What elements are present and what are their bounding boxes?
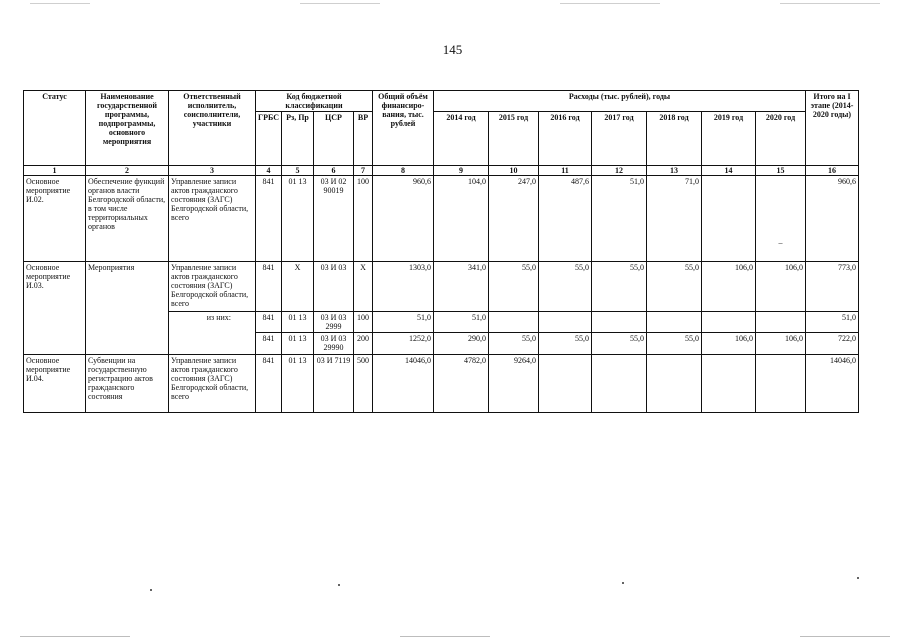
budget-table — [23, 90, 859, 413]
row-rz-pr: 01 13 — [282, 312, 314, 333]
row-status: Основное мероприятие И.03. — [24, 262, 86, 355]
header-name: Наименование государственной программы, подпрограммы, основного мероприятия — [86, 91, 169, 166]
row-total: 51,0 — [373, 312, 434, 333]
row-stage-total: 722,0 — [806, 333, 859, 355]
row-year-value — [702, 176, 756, 262]
row-mark: – — [756, 176, 806, 262]
row-stage-total: 51,0 — [806, 312, 859, 333]
row-subitem-spacer — [169, 333, 256, 355]
row-rz-pr: 01 13 — [282, 355, 314, 413]
header-status: Статус — [24, 91, 86, 166]
header-csr: ЦСР — [314, 112, 354, 166]
header-budget-code: Код бюджетной классификации — [256, 91, 373, 112]
row-year-value: 51,0 — [592, 176, 647, 262]
header-expenses: Расходы (тыс. рублей), годы — [434, 91, 806, 112]
row-year-value — [592, 355, 647, 413]
row-csr: 03 И 7119 — [314, 355, 354, 413]
column-number: 15 — [756, 166, 806, 176]
row-year-value: 487,6 — [539, 176, 592, 262]
header-grbs: ГРБС — [256, 112, 282, 166]
row-name: Обеспечение функций органов власти Белгородской области, в том числе территориальных органов — [86, 176, 169, 262]
header-year: 2018 год — [647, 112, 702, 166]
row-csr: 03 И 03 29990 — [314, 333, 354, 355]
scan-speck — [857, 577, 859, 579]
row-subitem-label: из них: — [169, 312, 256, 333]
row-total: 1303,0 — [373, 262, 434, 312]
row-year-value: 55,0 — [539, 262, 592, 312]
row-year-value: 55,0 — [489, 262, 539, 312]
row-year-value — [702, 355, 756, 413]
row-year-value: 4782,0 — [434, 355, 489, 413]
column-number: 10 — [489, 166, 539, 176]
header-vr: ВР — [354, 112, 373, 166]
scan-edge-line — [30, 3, 90, 4]
row-vr: 500 — [354, 355, 373, 413]
row-responsible: Управление записи актов гражданского состояния (ЗАГС) Белгородской области, всего — [169, 262, 256, 312]
column-number: 13 — [647, 166, 702, 176]
row-year-value: 55,0 — [592, 262, 647, 312]
row-year-value: 247,0 — [489, 176, 539, 262]
column-number: 4 — [256, 166, 282, 176]
row-vr: 100 — [354, 176, 373, 262]
header-year: 2019 год — [702, 112, 756, 166]
row-year-value — [702, 312, 756, 333]
page-number: 145 — [442, 42, 463, 57]
row-year-value: 55,0 — [539, 333, 592, 355]
header-row — [24, 91, 859, 112]
scan-speck — [150, 589, 152, 591]
row-total: 1252,0 — [373, 333, 434, 355]
row-year-value: 106,0 — [702, 262, 756, 312]
header-year: 2015 год — [489, 112, 539, 166]
column-number: 11 — [539, 166, 592, 176]
row-stage-total: 14046,0 — [806, 355, 859, 413]
column-number: 6 — [314, 166, 354, 176]
header-responsible: Ответственный исполнитель, соисполнители, участники — [169, 91, 256, 166]
row-year-value: 106,0 — [756, 262, 806, 312]
row-name: Мероприятия — [86, 262, 169, 355]
header-year: 2014 год — [434, 112, 489, 166]
row-year-value: 51,0 — [434, 312, 489, 333]
scan-edge-line — [300, 3, 380, 4]
row-responsible: Управление записи актов гражданского состояния (ЗАГС) Белгородской области, всего — [169, 355, 256, 413]
table-row — [24, 262, 859, 312]
column-number: 16 — [806, 166, 859, 176]
row-grbs: 841 — [256, 262, 282, 312]
row-year-value: 55,0 — [592, 333, 647, 355]
column-number-row — [24, 166, 859, 176]
row-year-value — [539, 355, 592, 413]
row-year-value: 55,0 — [647, 333, 702, 355]
scan-edge-line — [400, 636, 490, 637]
row-year-value: 71,0 — [647, 176, 702, 262]
scan-speck — [338, 584, 340, 586]
column-number: 5 — [282, 166, 314, 176]
row-total: 14046,0 — [373, 355, 434, 413]
scan-edge-line — [20, 636, 130, 637]
row-name: Субвенции на государственную регистрацию актов гражданского состояния — [86, 355, 169, 413]
row-rz-pr: Х — [282, 262, 314, 312]
row-year-value: 104,0 — [434, 176, 489, 262]
row-year-value — [647, 355, 702, 413]
row-vr: 100 — [354, 312, 373, 333]
table-row — [24, 355, 859, 413]
row-csr: 03 И 03 2999 — [314, 312, 354, 333]
table-row — [24, 176, 859, 262]
row-grbs: 841 — [256, 333, 282, 355]
row-stage-total: 960,6 — [806, 176, 859, 262]
column-number: 14 — [702, 166, 756, 176]
row-year-value: 106,0 — [756, 333, 806, 355]
scan-edge-line — [780, 3, 880, 4]
column-number: 12 — [592, 166, 647, 176]
column-number: 9 — [434, 166, 489, 176]
scan-edge-line — [560, 3, 660, 4]
row-status: Основное мероприятие И.02. — [24, 176, 86, 262]
column-number: 3 — [169, 166, 256, 176]
header-rz-pr: Рз, Пр — [282, 112, 314, 166]
row-year-value — [647, 312, 702, 333]
row-rz-pr: 01 13 — [282, 176, 314, 262]
row-grbs: 841 — [256, 312, 282, 333]
row-total: 960,6 — [373, 176, 434, 262]
row-vr: 200 — [354, 333, 373, 355]
row-year-value — [592, 312, 647, 333]
row-csr: 03 И 03 — [314, 262, 354, 312]
header-stage-total: Итого на I этапе (2014-2020 годы) — [806, 91, 859, 166]
row-rz-pr: 01 13 — [282, 333, 314, 355]
row-csr: 03 И 02 90019 — [314, 176, 354, 262]
row-year-value — [489, 312, 539, 333]
row-year-value — [539, 312, 592, 333]
row-stage-total: 773,0 — [806, 262, 859, 312]
column-number: 2 — [86, 166, 169, 176]
row-year-value: 106,0 — [702, 333, 756, 355]
column-number: 1 — [24, 166, 86, 176]
row-grbs: 841 — [256, 176, 282, 262]
row-year-value: 290,0 — [434, 333, 489, 355]
row-year-value: 55,0 — [647, 262, 702, 312]
scan-speck — [622, 582, 624, 584]
scan-edge-line — [800, 636, 890, 637]
row-responsible: Управление записи актов гражданского состояния (ЗАГС) Белгородской области, всего — [169, 176, 256, 262]
row-status: Основное мероприятие И.04. — [24, 355, 86, 413]
row-year-value — [756, 312, 806, 333]
header-year: 2017 год — [592, 112, 647, 166]
column-number: 8 — [373, 166, 434, 176]
row-year-value: 9264,0 — [489, 355, 539, 413]
row-vr: Х — [354, 262, 373, 312]
row-year-value: 341,0 — [434, 262, 489, 312]
header-year: 2016 год — [539, 112, 592, 166]
header-year: 2020 год — [756, 112, 806, 166]
column-number: 7 — [354, 166, 373, 176]
header-total-funding: Общий объём финансиро-вания, тыс. рублей — [373, 91, 434, 166]
row-year-value — [756, 355, 806, 413]
row-year-value: 55,0 — [489, 333, 539, 355]
row-grbs: 841 — [256, 355, 282, 413]
